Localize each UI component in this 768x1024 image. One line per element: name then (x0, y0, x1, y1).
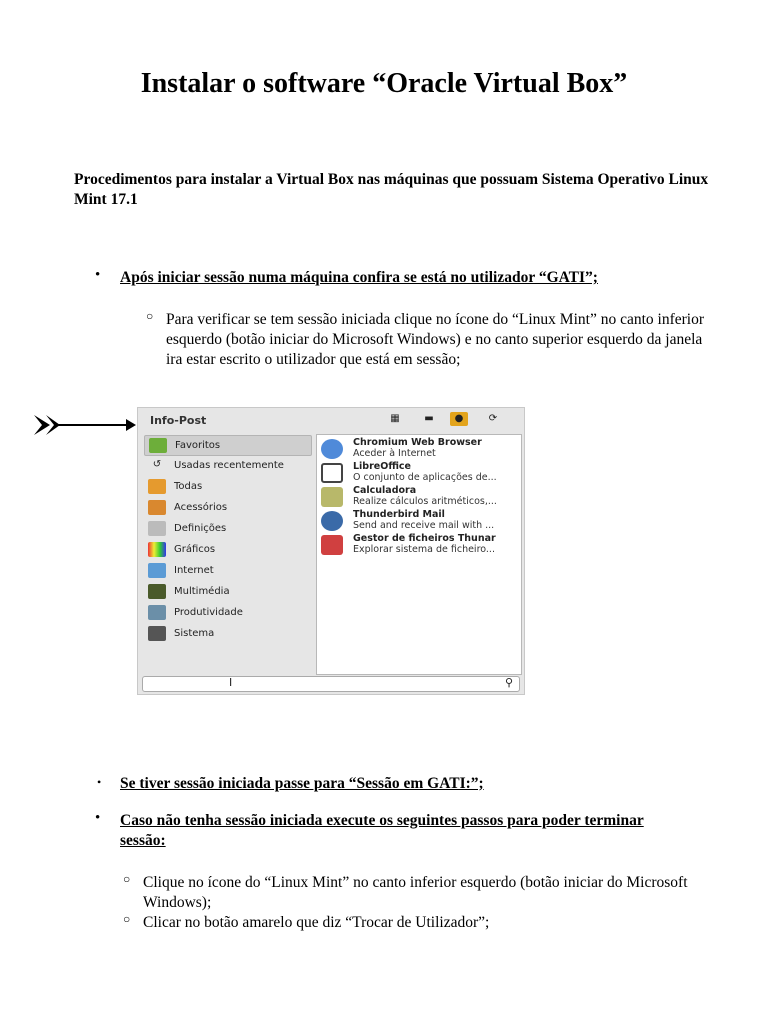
category-favoritos[interactable]: Favoritos (144, 435, 312, 456)
app-thunar[interactable]: Gestor de ficheiros Thunar Explorar sistema de ficheiro... (321, 533, 519, 557)
category-internet[interactable]: Internet (144, 561, 310, 580)
bullet-dot: • (97, 775, 102, 789)
productivity-icon (148, 605, 166, 620)
category-produtividade[interactable]: Produtividade (144, 603, 310, 622)
search-input[interactable] (142, 676, 520, 692)
lock-icon[interactable]: ▬ (424, 413, 434, 424)
bullet-1-sub: Para verificar se tem sessão iniciada clique no ícone do “Linux Mint” no canto inferior esquerdo (botão iniciar do Microsoft Windows) e no canto superior esquerdo da janela ira estar escrito o utilizador que está em sessão; (166, 311, 705, 368)
bullet-dot: • (95, 267, 101, 283)
internet-icon (148, 563, 166, 578)
settings-icon[interactable]: ▦ (390, 413, 400, 424)
intro-paragraph: Procedimentos para instalar a Virtual Box nas máquinas que possuam Sistema Operativo Linux Mint 17.1 (74, 171, 709, 208)
favorites-icon (149, 438, 167, 453)
chromium-icon (321, 439, 343, 459)
settings-category-icon (148, 521, 166, 536)
graphics-icon (148, 542, 166, 557)
system-icon (148, 626, 166, 641)
category-acessorios[interactable]: Acessórios (144, 498, 310, 517)
bullet-2: Se tiver sessão iniciada passe para “Sessão em GATI:”; (120, 775, 484, 792)
bullet-3: Caso não tenha sessão iniciada execute os seguintes passos para poder terminar sessão: (120, 812, 644, 849)
calculator-icon (321, 487, 343, 507)
menu-user-name: Info-Post (150, 414, 207, 427)
category-definicoes[interactable]: Definições (144, 519, 310, 538)
switch-user-icon[interactable]: ● (450, 412, 468, 426)
app-chromium[interactable]: Chromium Web Browser Aceder à Internet (321, 437, 519, 461)
mint-menu-screenshot (137, 407, 525, 695)
app-thunderbird[interactable]: Thunderbird Mail Send and receive mail with ... (321, 509, 519, 533)
bullet-1: Após iniciar sessão numa máquina confira se está no utilizador “GATI”; (120, 269, 598, 286)
search-icon[interactable]: ⚲ (504, 676, 513, 689)
accessories-icon (148, 500, 166, 515)
history-icon: ↺ (152, 459, 162, 470)
page-title: Instalar o software “Oracle Virtual Box” (140, 68, 628, 99)
category-list (144, 434, 314, 674)
bullet-dot: • (95, 810, 101, 826)
category-sistema[interactable]: Sistema (144, 624, 310, 643)
category-graficos[interactable]: Gráficos (144, 540, 310, 559)
libreoffice-icon (321, 463, 343, 483)
sub-bullet-circle: ○ (123, 912, 131, 926)
app-calculadora[interactable]: Calculadora Realize cálculos aritméticos,... (321, 485, 519, 509)
bullet-3-sub-1: Clique no ícone do “Linux Mint” no canto inferior esquerdo (botão iniciar do Microsoft Windows); (143, 874, 688, 911)
multimedia-icon (148, 584, 166, 599)
app-libreoffice[interactable]: LibreOffice O conjunto de aplicações de... (321, 461, 519, 485)
category-recentes[interactable]: ↺ Usadas recentemente (144, 456, 310, 475)
sub-bullet-circle: ○ (123, 872, 131, 886)
bullet-3-sub-2: Clicar no botão amarelo que diz “Trocar de Utilizador”; (143, 914, 490, 931)
file-manager-icon (321, 535, 343, 555)
thunderbird-icon (321, 511, 343, 531)
app-list (316, 434, 522, 675)
category-multimedia[interactable]: Multimédia (144, 582, 310, 601)
category-todas[interactable]: Todas (144, 477, 310, 496)
all-apps-icon (148, 479, 166, 494)
sub-bullet-circle: ○ (146, 309, 154, 323)
text-cursor-icon: I (229, 676, 233, 689)
arrow-icon (34, 412, 138, 438)
refresh-icon[interactable]: ⟳ (488, 413, 498, 424)
